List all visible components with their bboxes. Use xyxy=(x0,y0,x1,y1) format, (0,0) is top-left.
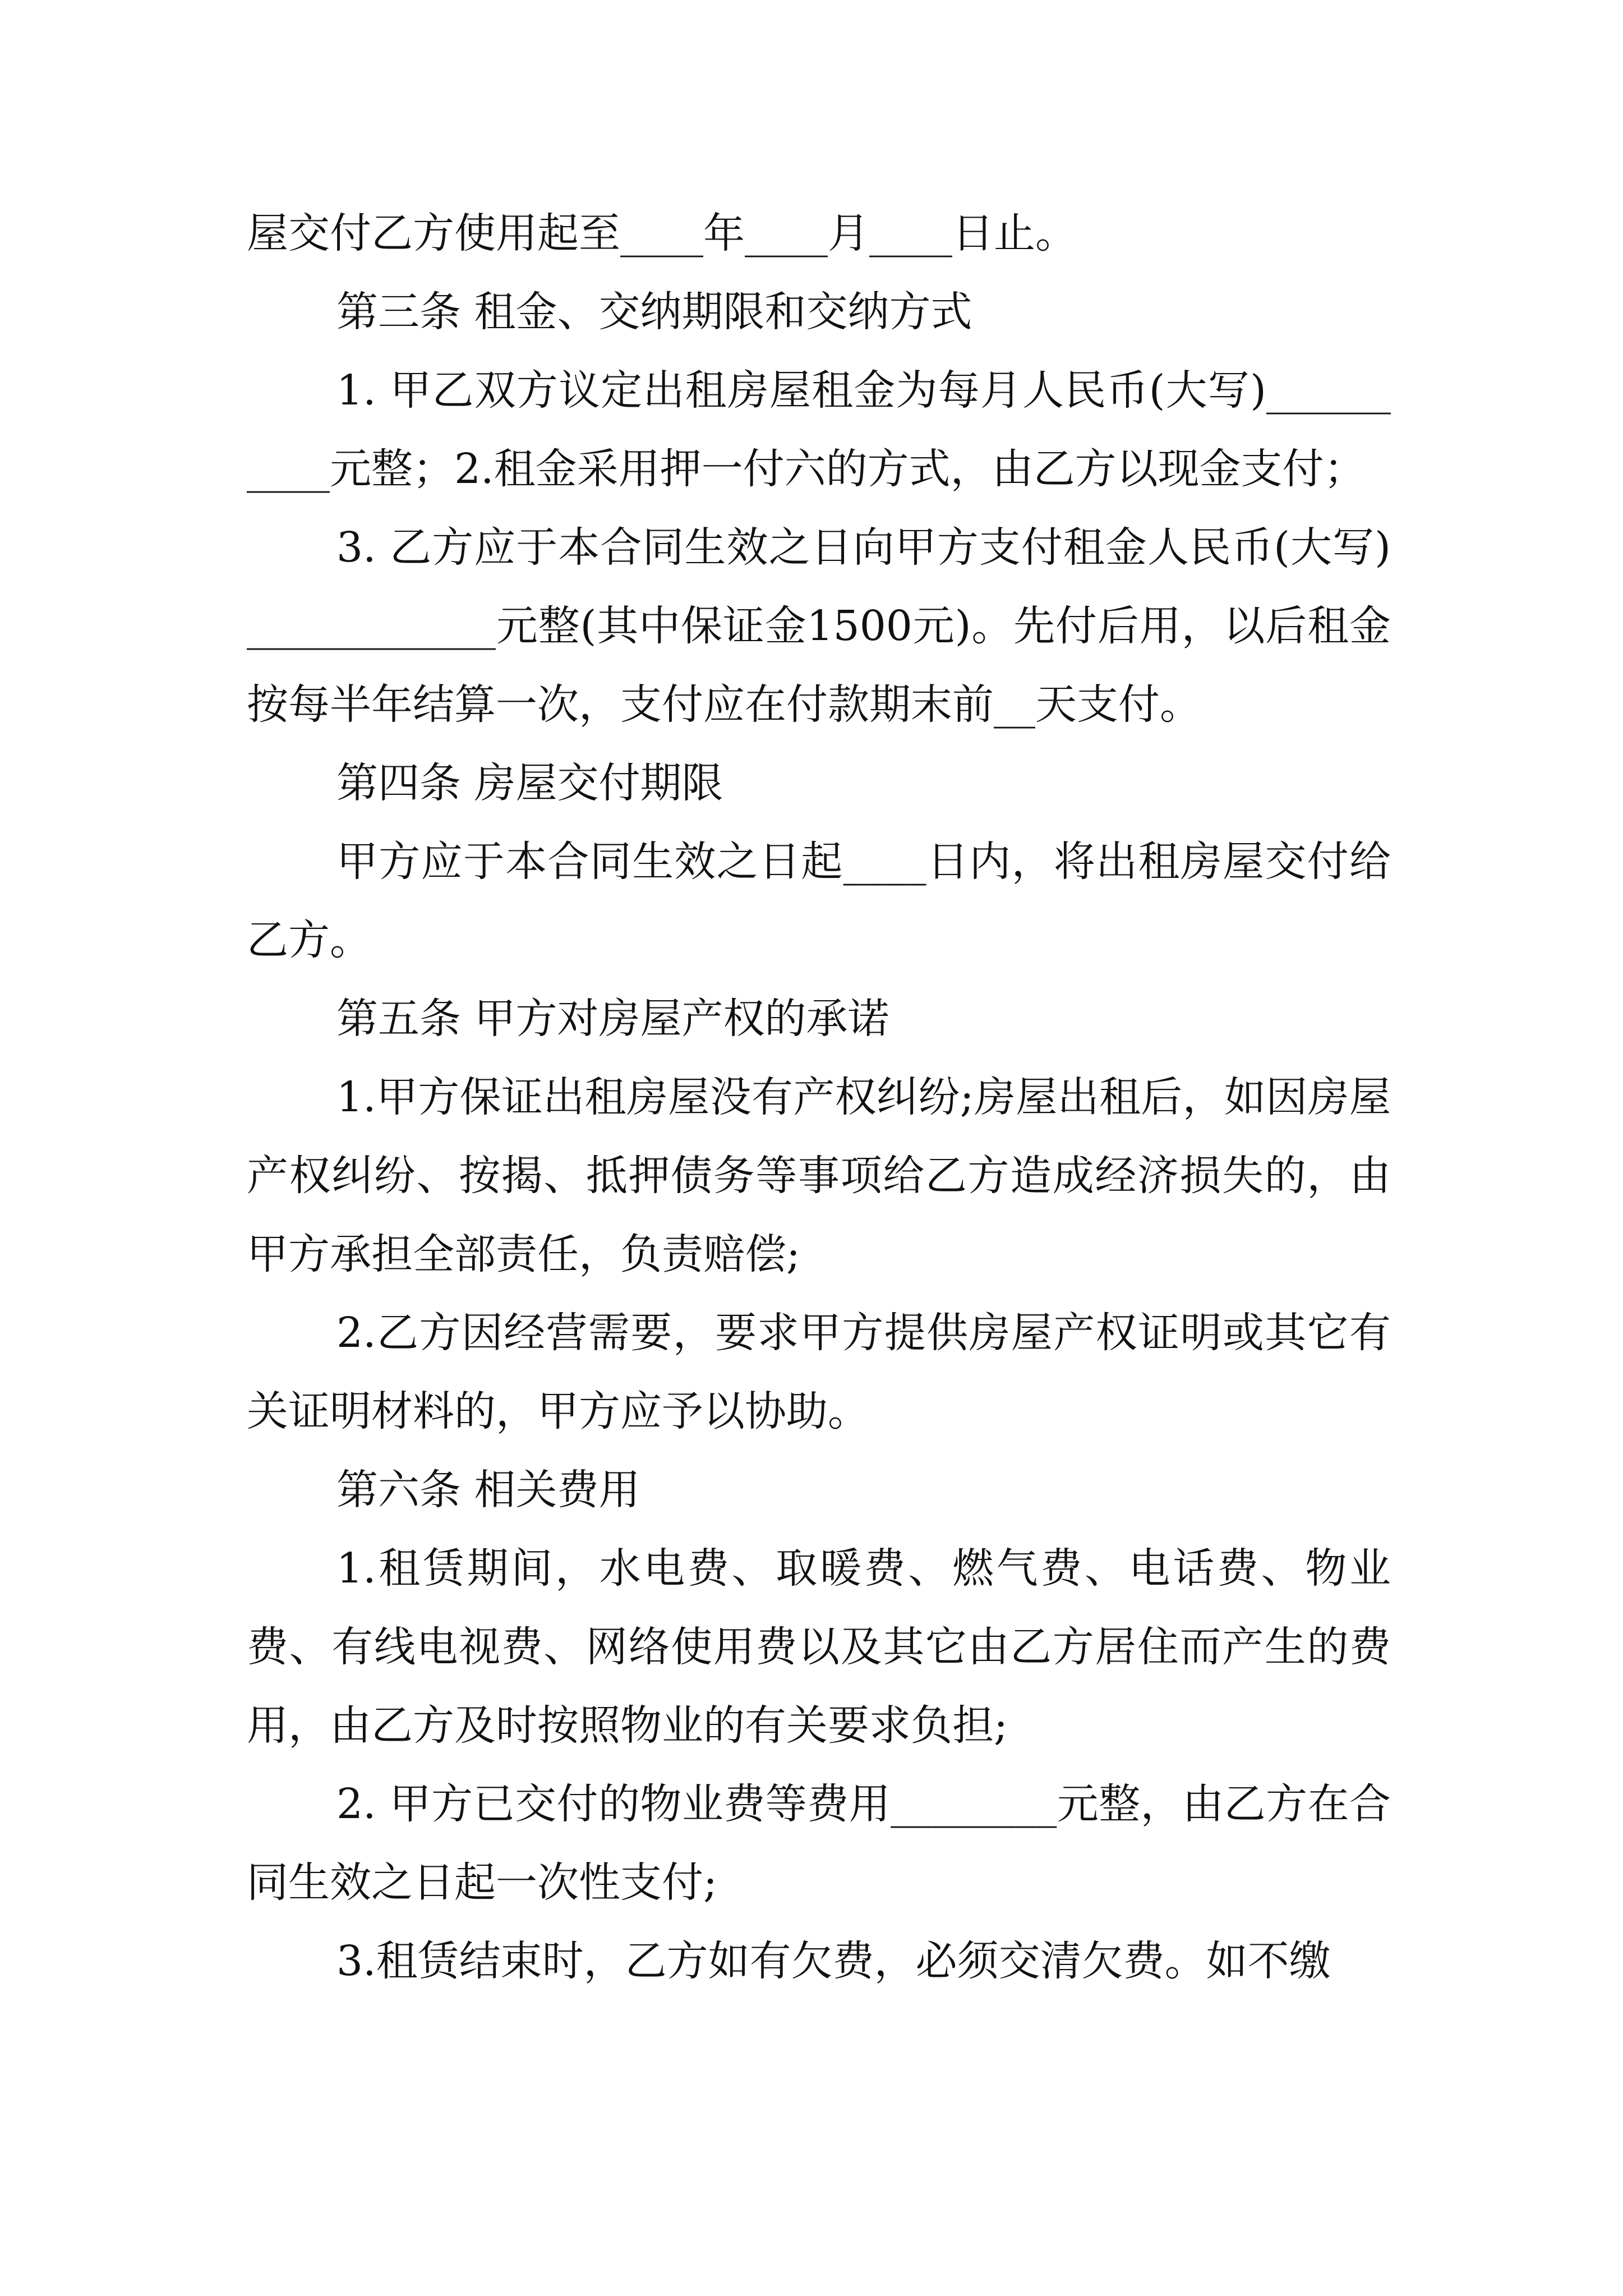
paragraph-3: 1. 甲乙双方议定出租房屋租金为每月人民币(大写)__________元整；2.租金采用押一付六的方式，由乙方以现金支付； xyxy=(247,366,1391,493)
document-body xyxy=(247,194,1391,2000)
paragraph-13: 3.租赁结束时，乙方如有欠费，必须交清欠费。如不缴 xyxy=(336,1937,1331,1985)
paragraph-9: 2.乙方因经营需要，要求甲方提供房屋产权证明或其它有关证明材料的，甲方应予以协助。 xyxy=(247,1309,1391,1435)
paragraph-8: 1.甲方保证出租房屋没有产权纠纷;房屋出租后，如因房屋产权纠纷、按揭、抵押债务等事项给乙方造成经济损失的，由甲方承担全部责任，负责赔偿; xyxy=(247,1073,1391,1278)
article-6-heading: 第六条 相关费用 xyxy=(336,1466,640,1514)
article-5-heading: 第五条 甲方对房屋产权的承诺 xyxy=(336,995,889,1043)
paragraph-6: 甲方应于本合同生效之日起____日内，将出租房屋交付给乙方。 xyxy=(247,838,1391,964)
paragraph-4: 3. 乙方应于本合同生效之日向甲方支付租金人民币(大写)____________元整(其中保证金1500元)。先付后用，以后租金按每半年结算一次，支付应在付款期末前__天支付。 xyxy=(247,523,1391,729)
paragraph-12: 2. 甲方已交付的物业费等费用________元整，由乙方在合同生效之日起一次性支付; xyxy=(247,1780,1391,1907)
paragraph-1: 屋交付乙方使用起至____年____月____日止。 xyxy=(247,209,1077,257)
article-3-heading: 第三条 租金、交纳期限和交纳方式 xyxy=(336,288,972,336)
article-4-heading: 第四条 房屋交付期限 xyxy=(336,759,723,807)
paragraph-11: 1.租赁期间，水电费、取暖费、燃气费、电话费、物业费、有线电视费、网络使用费以及其它由乙方居住而产生的费用，由乙方及时按照物业的有关要求负担; xyxy=(247,1544,1391,1750)
